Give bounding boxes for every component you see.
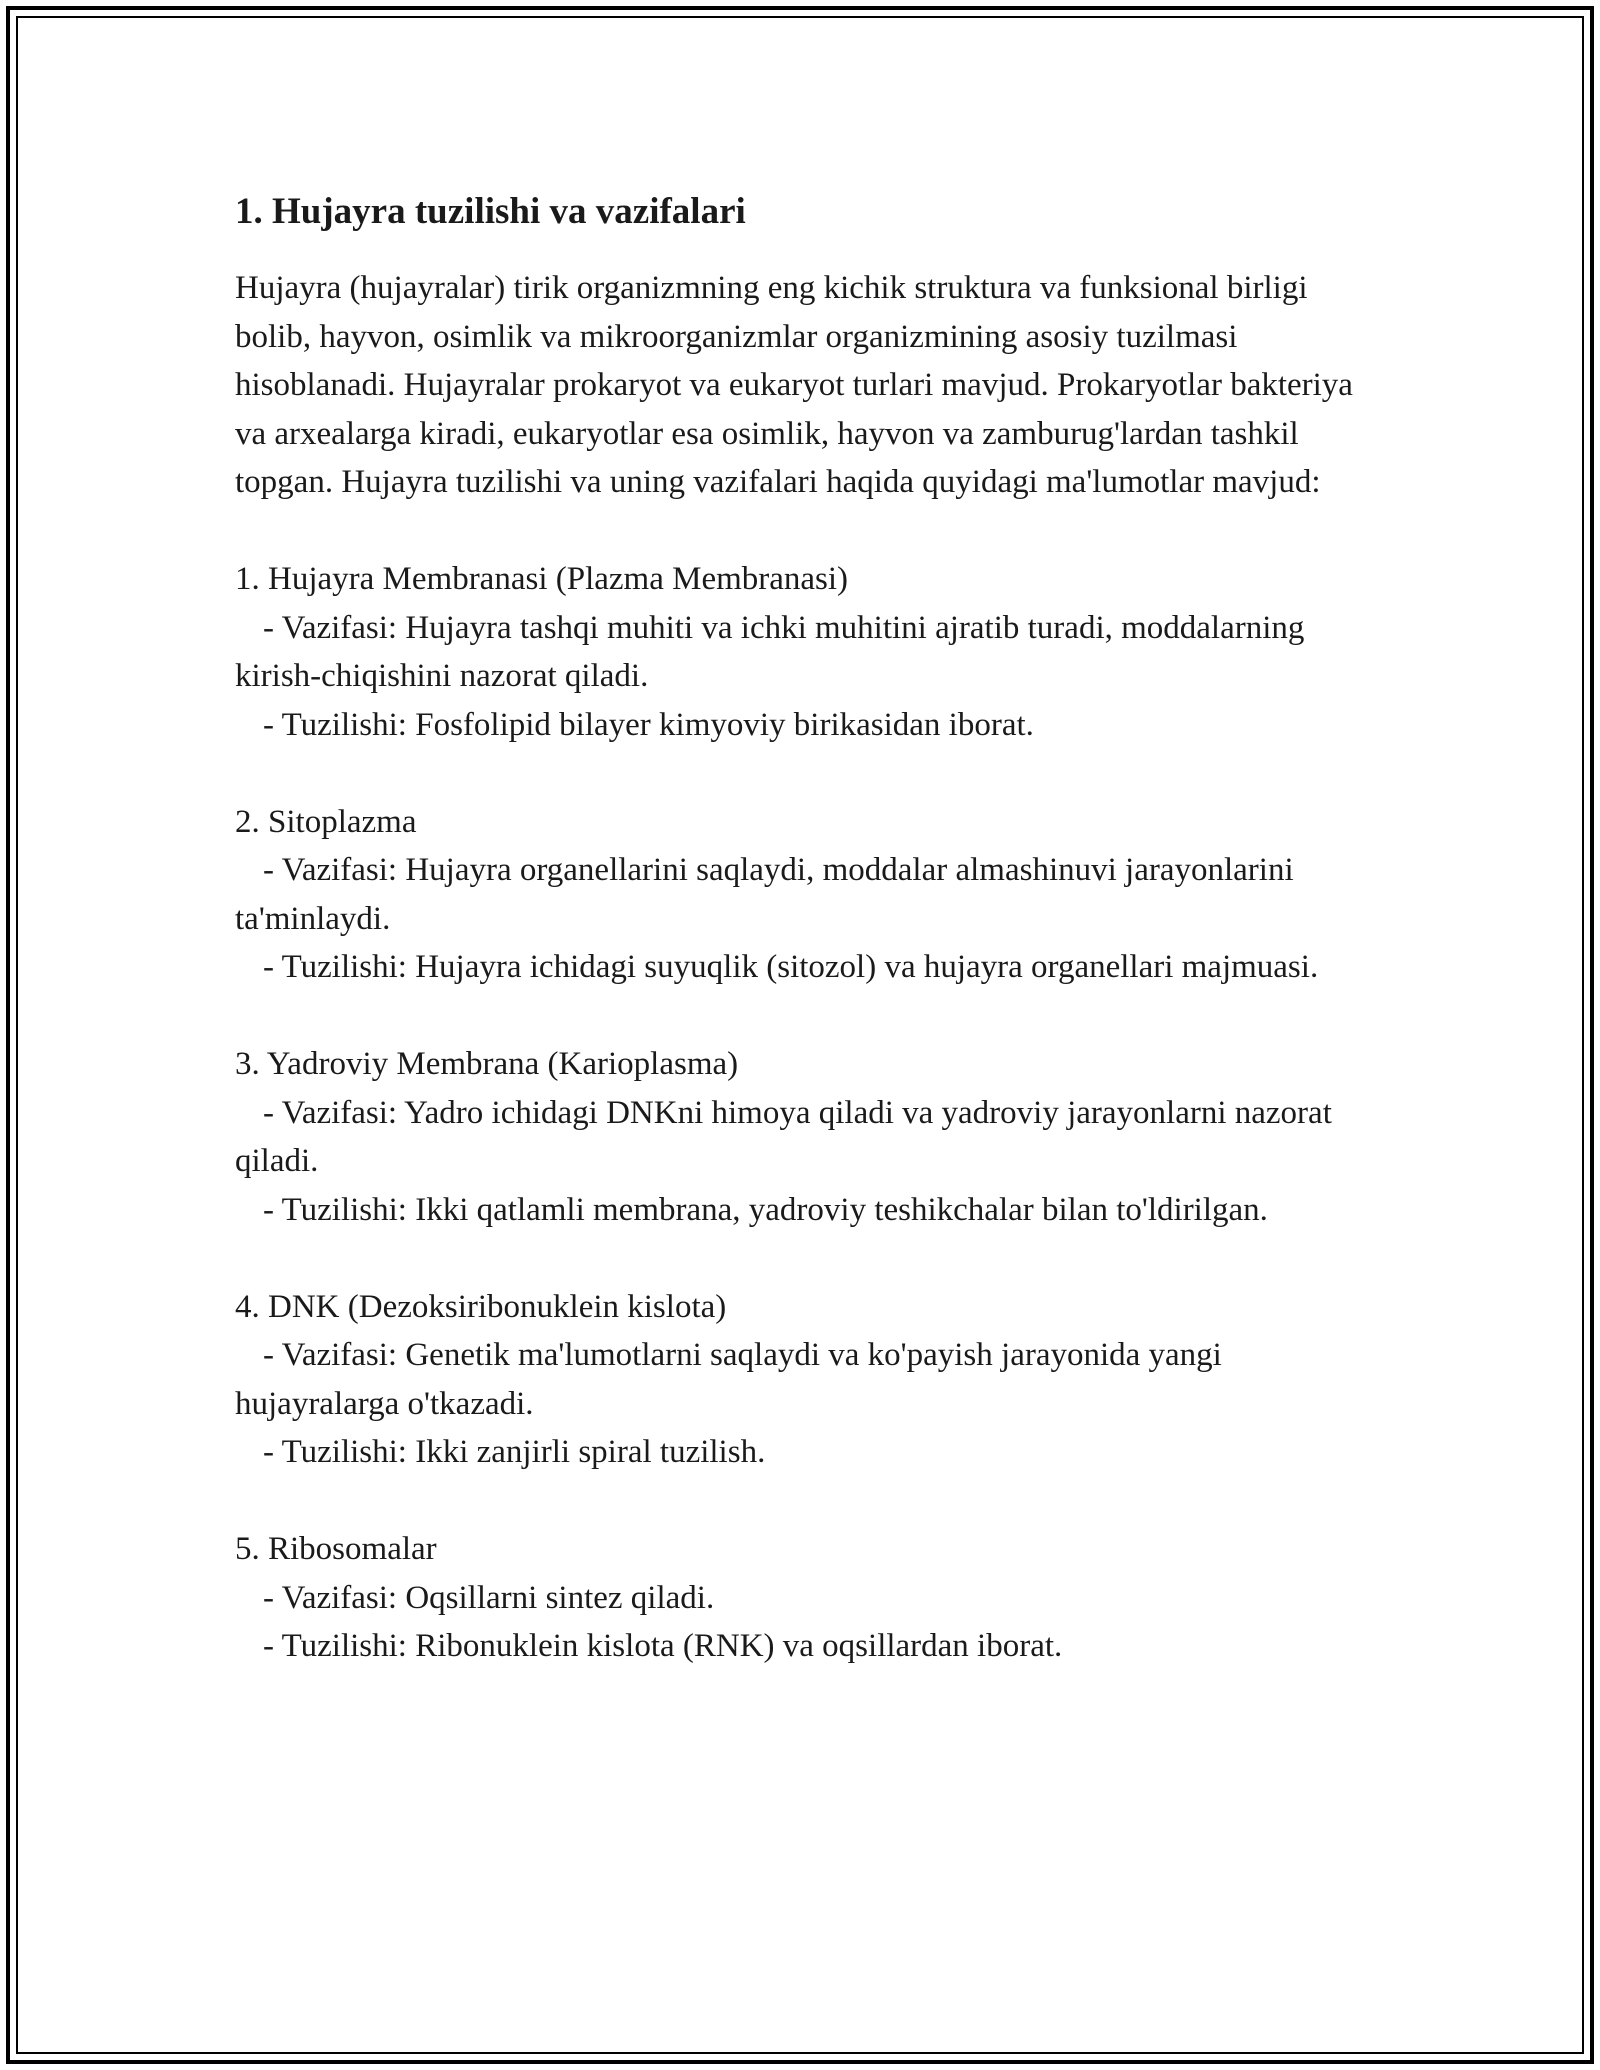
section-heading: 3. Yadroviy Membrana (Karioplasma) xyxy=(235,1046,739,1082)
section-structure-text: - Tuzilishi: Ribonuklein kislota (RNK) va oqsillardan iborat. xyxy=(263,1628,1063,1664)
section-structure xyxy=(235,1622,1375,1671)
section-structure-text: - Tuzilishi: Ikki qatlamli membrana, yadroviy teshikchalar bilan to'ldirilgan. xyxy=(263,1191,1268,1228)
section-structure xyxy=(235,701,1375,750)
section-nuclear-membrane xyxy=(235,1040,1375,1234)
section-heading: 5. Ribosomalar xyxy=(235,1531,437,1567)
section-function-text: - Vazifasi: Hujayra tashqi muhiti va ichki muhitini ajratib turadi, moddalarning kirish-chiqishini nazorat qiladi. xyxy=(235,609,1305,694)
section-function xyxy=(235,1574,1375,1623)
document-title: 1. Hujayra tuzilishi va vazifalari xyxy=(235,191,746,232)
section-membrane xyxy=(235,555,1375,749)
section-heading: 2. Sitoplazma xyxy=(235,803,417,840)
section-function-text: - Vazifasi: Oqsillarni sintez qiladi. xyxy=(263,1579,715,1616)
document-body xyxy=(235,188,1375,1671)
section-function xyxy=(235,1331,1375,1428)
section-heading: 1. Hujayra Membranasi (Plazma Membranasi) xyxy=(235,561,849,597)
section-function-text: - Vazifasi: Yadro ichidagi DNKni himoya qiladi va yadroviy jarayonlarni nazorat qiladi. xyxy=(235,1094,1332,1179)
section-ribosomes xyxy=(235,1525,1375,1671)
section-function-text: - Vazifasi: Hujayra organellarini saqlaydi, moddalar almashinuvi jarayonlarini ta'minlaydi. xyxy=(235,852,1294,937)
section-structure xyxy=(235,1186,1375,1235)
section-function xyxy=(235,604,1375,701)
section-structure xyxy=(235,1428,1375,1477)
section-heading: 4. DNK (Dezoksiribonuklein kislota) xyxy=(235,1288,727,1325)
section-structure-text: - Tuzilishi: Fosfolipid bilayer kimyoviy birikasidan iborat. xyxy=(263,706,1034,743)
section-function xyxy=(235,846,1375,943)
section-dna xyxy=(235,1283,1375,1477)
section-structure-text: - Tuzilishi: Hujayra ichidagi suyuqlik (sitozol) va hujayra organellari majmuasi. xyxy=(263,949,1319,985)
section-function-text: - Vazifasi: Genetik ma'lumotlarni saqlaydi va ko'payish jarayonida yangi hujayralarga o'tkazadi. xyxy=(235,1337,1222,1422)
intro-paragraph: Hujayra (hujayralar) tirik organizmning eng kichik struktura va funksional birligi bolib, hayvon, osimlik va mikroorganizmlar organizmining asosiy tuzilmasi hisoblanadi. Hujayralar prokaryot va eukaryot turlari mavjud. Prokaryotlar bakteriya va arxealarga kiradi, eukaryotlar esa osimlik, hayvon va zamburug'lardan tashkil topgan. Hujayra tuzilishi va uning vazifalari haqida quyidagi ma'lumotlar mavjud: xyxy=(235,270,1353,500)
section-function xyxy=(235,1089,1375,1186)
section-structure xyxy=(235,943,1375,992)
section-cytoplasm xyxy=(235,798,1375,992)
section-structure-text: - Tuzilishi: Ikki zanjirli spiral tuzilish. xyxy=(263,1434,766,1470)
